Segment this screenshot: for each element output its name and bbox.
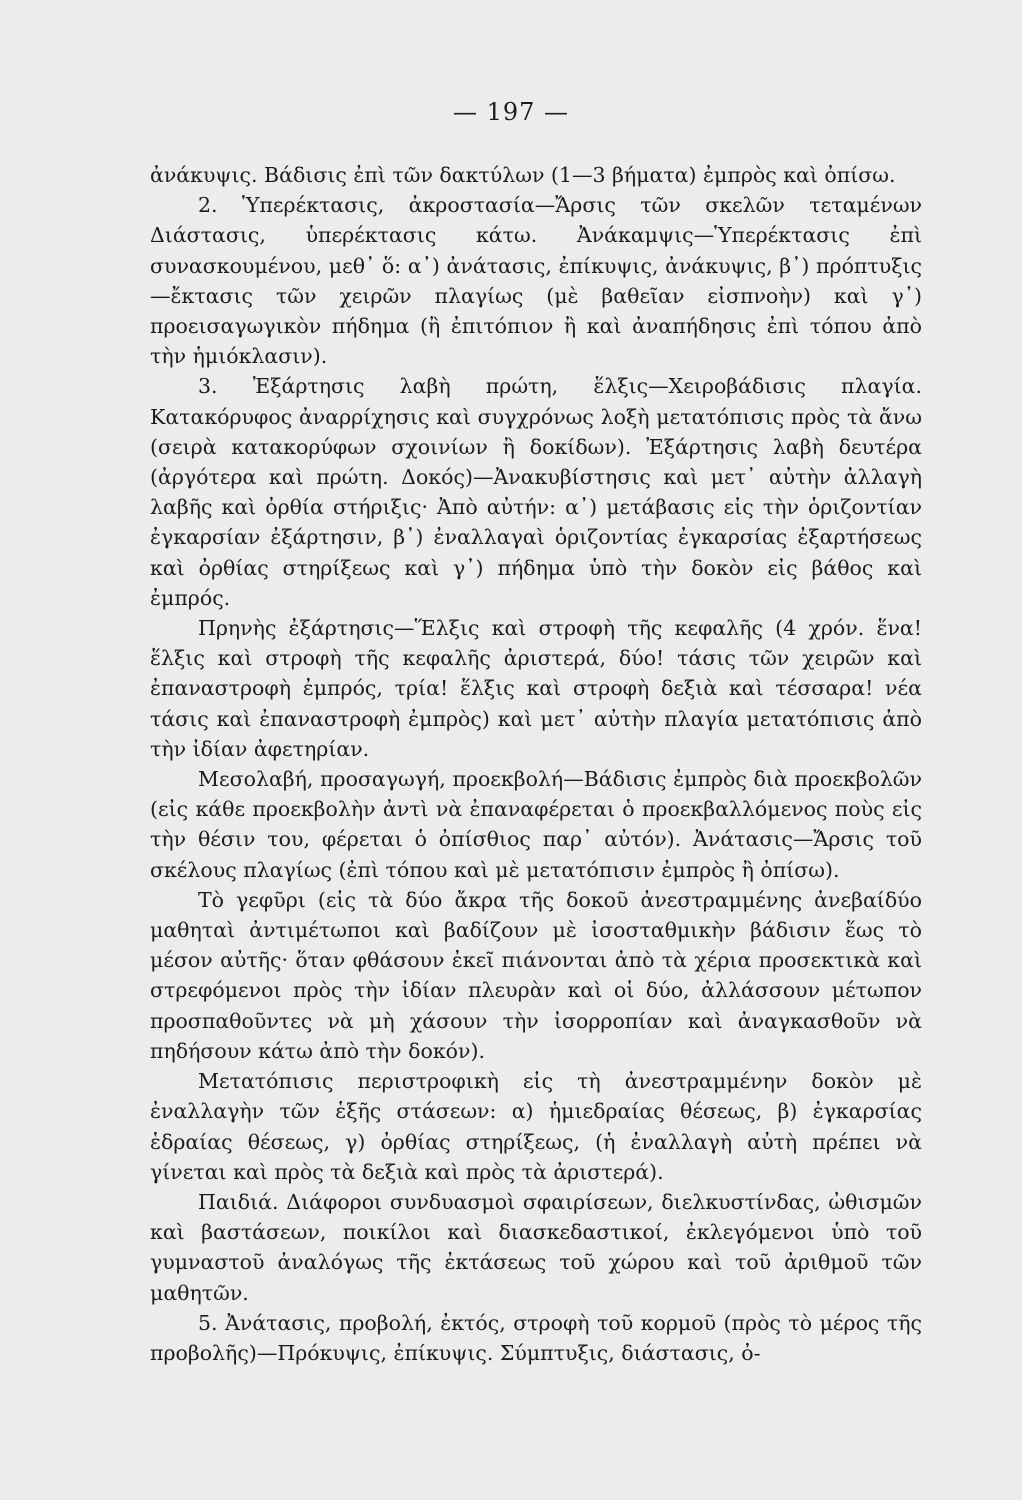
paragraph-3: 3. Ἐξάρτησις λαβὴ πρώτη, ἕλξις—Χειροβάδισις πλαγία. Κατακόρυφος ἀναρρίχησις καὶ συγχρόνως λοξὴ μετατόπισις πρὸς τὰ ἄνω (σειρὰ κατακορύφων σχοινίων ἢ δοκίδων). Ἐξάρτησις λαβὴ δευτέρα (ἀργότερα καὶ πρώτη. Δοκός)—Ἀνακυβίστησις καὶ μετ᾽ αὐτὴν ἀλλαγὴ λαβῆς καὶ ὀρθία στήριξις· Ἀπὸ αὐτήν: α᾽) μετάβασις εἰς τὴν ὁριζοντίαν ἐγκαρσίαν ἐξάρτησιν, β᾽) ἐναλλαγαὶ ὁριζοντίας ἐγκαρσίας ἐξαρτήσεως καὶ ὀρθίας στηρίξεως καὶ γ᾽) πήδημα ὑπὸ τὴν δοκὸν εἰς βάθος καὶ ἐμπρός.	[150, 374, 922, 610]
paragraph-7: Μετατόπισις περιστροφικὴ εἰς τὴ ἀνεστραμμένην δοκὸν μὲ ἐναλλαγὴν τῶν ἑξῆς στάσεων: α) ἡμιεδραίας θέσεως, β) ἐγκαρσίας ἑδραίας θέσεως, γ) ὀρθίας στηρίξεως, (ἡ ἐναλλαγὴ αὐτὴ πρέπει νὰ γίνεται καὶ πρὸς τὰ δεξιὰ καὶ πρὸς τὰ ἀριστερά).	[150, 1069, 922, 1184]
paragraph-9: 5. Ἀνάτασις, προβολή, ἐκτός, στροφὴ τοῦ κορμοῦ (πρὸς τὸ μέρος τῆς προβολῆς)—Πρόκυψις, ἐπίκυψις. Σύμπτυξις, διάστασις, ὀ-	[150, 1310, 922, 1365]
paragraph-4: Πρηνὴς ἐξάρτησις—Ἕλξις καὶ στροφὴ τῆς κεφαλῆς (4 χρόν. ἕνα! ἕλξις καὶ στροφὴ τῆς κεφαλῆς ἀριστερά, δύο! τάσις τῶν χειρῶν καὶ ἐπαναστροφὴ ἐμπρός, τρία! ἕλξις καὶ στροφὴ δεξιὰ καὶ τέσσαρα! νέα τάσις καὶ ἐπαναστροφὴ ἐμπρὸς) καὶ μετ᾽ αὐτὴν πλαγία μετατόπισις ἀπὸ τὴν ἰδίαν ἀφετηρίαν.	[150, 616, 922, 761]
paragraph-6: Τὸ γεφῦρι (εἰς τὰ δύο ἄκρα τῆς δοκοῦ ἀνεστραμμένης ἀνεβαίδύο μαθηταὶ ἀντιμέτωποι καὶ βαδίζουν μὲ ἰσοσταθμικὴν βάδισιν ἕως τὸ μέσον αὐτῆς· ὅταν φθάσουν ἐκεῖ πιάνονται ἀπὸ τὰ χέρια προσεκτικὰ καὶ στρεφόμενοι πρὸς τὴν ἰδίαν πλευρὰν καὶ οἱ δύο, ἀλλάσσουν μέτωπον προσπαθοῦντες νὰ μὴ χάσουν τὴν ἰσορροπίαν καὶ ἀναγκασθοῦν νὰ πηδήσουν κάτω ἀπὸ τὴν δοκόν).	[150, 887, 922, 1063]
paragraph-2: 2. Ὑπερέκτασις, ἀκροστασία—Ἄρσις τῶν σκελῶν τεταμένων Διάστασις, ὑπερέκτασις κάτω. Ἀνάκαμψις—Ὑπερέκτασις ἐπὶ συνασκουμένου, μεθ᾽ ὅ: α᾽) ἀνάτασις, ἐπίκυψις, ἀνάκυψις, β᾽) πρόπτυξις—ἔκτασις τῶν χειρῶν πλαγίως (μὲ βαθεῖαν εἰσπνοὴν) καὶ γ᾽) προεισαγωγικὸν πήδημα (ἢ ἐπιτόπιον ἢ καὶ ἀναπήδησις ἐπὶ τόπου ἀπὸ τὴν ἡμιόκλασιν).	[150, 193, 922, 369]
page-number: — 197 —	[452, 98, 570, 126]
body-text	[150, 160, 922, 1368]
paragraph-8: Παιδιά. Διάφοροι συνδυασμοὶ σφαιρίσεων, διελκυστίνδας, ὠθισμῶν καὶ βαστάσεων, ποικίλοι καὶ διασκεδαστικοί, ἐκλεγόμενοι ὑπὸ τοῦ γυμναστοῦ ἀναλόγως τῆς ἐκτάσεως τοῦ χώρου καὶ τοῦ ἀριθμοῦ τῶν μαθητῶν.	[150, 1189, 922, 1305]
paragraph-1: ἀνάκυψις. Βάδισις ἐπὶ τῶν δακτύλων (1—3 βήματα) ἐμπρὸς καὶ ὀπίσω.	[150, 163, 896, 187]
paragraph-5: Μεσολαβή, προσαγωγή, προεκβολή—Βάδισις ἐμπρὸς διὰ προεκβολῶν (εἰς κάθε προεκβολὴν ἀντὶ νὰ ἐπαναφέρεται ὁ προεκβαλλόμενος ποὺς εἰς τὴν θέσιν του, φέρεται ὁ ὀπίσθιος παρ᾽ αὐτόν). Ἀνάτασις—Ἄρσις τοῦ σκέλους πλαγίως (ἐπὶ τόπου καὶ μὲ μετατόπισιν ἐμπρὸς ἢ ὀπίσω).	[150, 767, 922, 882]
